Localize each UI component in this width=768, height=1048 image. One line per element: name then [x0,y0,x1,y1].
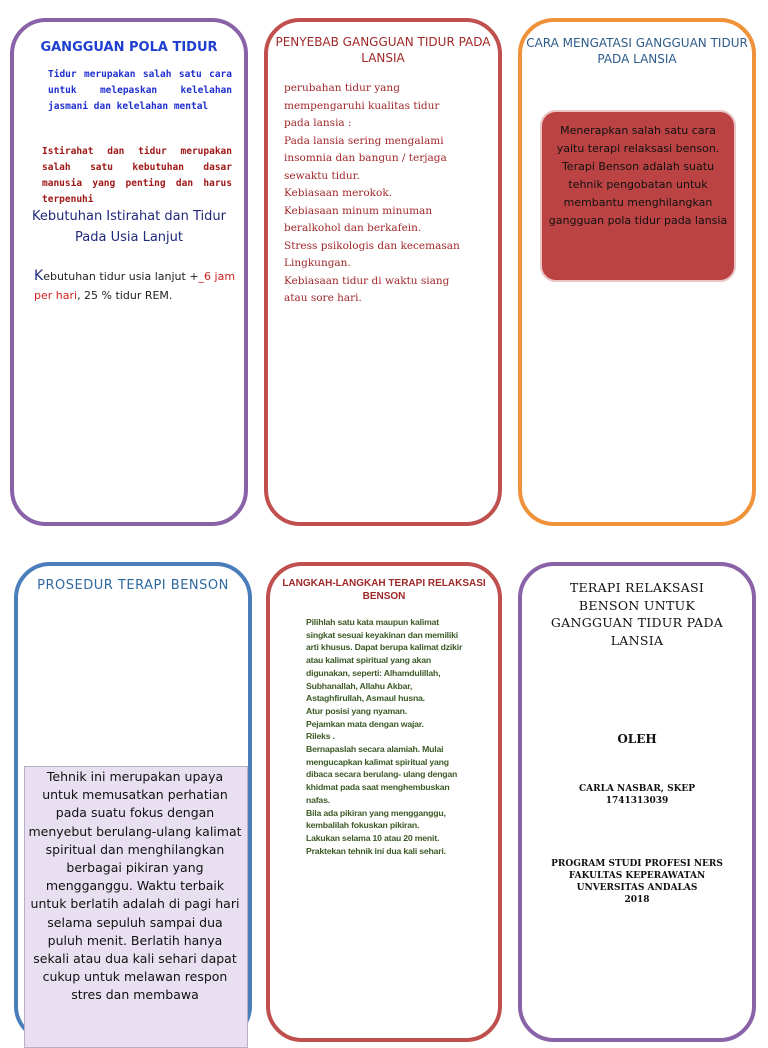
paragraph-rest-need: Istirahat dan tidur merupakan salah satu kebutuhan dasar manusia yang penting dan harus terpenuhi [42,146,232,205]
list-item: Atur posisi yang nyaman. [306,705,407,716]
list-item: mempengaruhi kualitas tidur [284,99,440,112]
cover-title-line: LANSIA [610,632,664,648]
cover-title-line: TERAPI RELAKSASI [569,580,705,595]
institution-block [522,858,752,906]
list-item: Lakukan selama 10 atau 20 menit. [306,832,440,843]
panel-prosedur [14,562,252,1042]
list-item: digunakan, seperti: Alhamdulillah, [306,667,441,678]
sleep-need-main: ebutuhan tidur usia lanjut + [43,270,199,283]
drop-cap: K [34,268,44,284]
list-item: Kebiasaan merokok. [284,187,393,199]
institution-line: FAKULTAS KEPERAWATAN [568,871,706,881]
panel-gangguan-pola-tidur [10,18,248,526]
paragraph-definition: Tidur merupakan salah satu cara untuk melepaskan kelelahan jasmani dan kelelahan mental [48,69,232,112]
list-item: pada lansia : [284,117,352,129]
list-item: Rileks . [306,731,335,742]
institution-line: PROGRAM STUDI PROFESI NERS [551,859,723,869]
list-item: Bernapaslah secara alamiah. Mulai [306,744,444,755]
list-item: atau kalimat spiritual yang akan [306,655,431,666]
list-item: khidmat pada saat menghembuskan [306,782,450,793]
sleep-rem: , 25 % tidur REM. [77,289,173,302]
list-item: Pilihlah satu kata maupun kalimat [306,617,439,627]
author-name: CARLA NASBAR, SKEP [578,784,696,794]
list-item: arti khusus. Dapat berupa kalimat dzikir [306,642,463,653]
list-item: Pada lansia sering mengalami [284,134,444,147]
list-item: Pejamkan mata dengan wajar. [306,718,424,729]
causes-list [284,80,484,308]
panel-title: GANGGUAN POLA TIDUR [40,40,218,55]
highlight-text: Menerapkan salah satu cara yaitu terapi relaksasi benson. Terapi Benson adalah suatu tehnik pengobatan untuk membantu menghilangkan gangguan pola tidur pada lansia [548,124,728,227]
list-item: Bila ada pikiran yang mengganggu, [306,807,446,818]
list-item: atau sore hari. [284,292,362,304]
list-item: Kebiasaan minum minuman [284,204,433,217]
panel-title: LANGKAH-LANGKAH TERAPI RELAKSASI BENSON [282,578,486,602]
list-item: perubahan tidur yang [284,82,400,94]
panel-penyebab [264,18,502,526]
steps-list [306,616,486,857]
sleep-need-text [34,267,239,305]
oleh-label: OLEH [617,732,657,746]
sleep-hours: _6 jam per hari [34,270,236,302]
list-item: Lingkungan. [284,257,351,269]
panel-title: CARA MENGATASI GANGGUAN TIDUR PADA LANSIA [526,36,748,66]
list-item: mengucapkan kalimat spiritual yang [306,756,449,767]
cover-title-line: BENSON UNTUK [578,597,696,613]
list-item: Subhanallah, Allahu Akbar, [306,680,413,691]
panel-cara-mengatasi [518,18,756,526]
list-item: singkat sesuai keyakinan dan memiliki [306,629,458,640]
author-block [522,783,752,807]
panel-title: PENYEBAB GANGGUAN TIDUR PADA LANSIA [275,35,491,65]
author-id: 1741313039 [605,796,669,806]
list-item: sewaktu tidur. [284,169,360,182]
list-item: Stress psikologis dan kecemasan [284,239,460,252]
list-item: dibaca secara berulang- ulang dengan [306,769,458,780]
panel-title: PROSEDUR TERAPI BENSON [37,578,229,593]
cover-title-line: GANGGUAN TIDUR PADA [550,615,724,630]
section-heading: Kebutuhan Istirahat dan Tidur Pada Usia Lanjut [32,209,226,245]
list-item: Kebiasaan tidur di waktu siang [284,274,450,287]
list-item: Praktekan tehnik ini dua kali sehari. [306,845,446,856]
list-item: kembalilah fokuskan pikiran. [306,820,420,831]
list-item: Astaghfirullah, Asmaul husna. [306,693,425,704]
list-item: insomnia dan bangun / terjaga [284,152,447,164]
institution-line: 2018 [624,895,650,905]
list-item: beralkohol dan berkafein. [284,222,422,234]
panel-cover [518,562,756,1042]
institution-line: UNVERSITAS ANDALAS [576,883,698,893]
panel-langkah [266,562,502,1042]
cover-title [522,579,752,649]
procedure-text: Tehnik ini merupakan upaya untuk memusatkan perhatian pada suatu fokus dengan menyebut berulang-ulang kalimat spiritual dan menghilangkan berbagai pikiran yang mengganggu. Waktu terbaik untuk berlatih adalah di pagi hari selama sepuluh sampai dua puluh menit. Berlatih hanya sekali atau dua kali sehari dapat cukup untuk melawan respon stres dan membawa [28,769,242,1003]
list-item: nafas. [306,794,330,805]
